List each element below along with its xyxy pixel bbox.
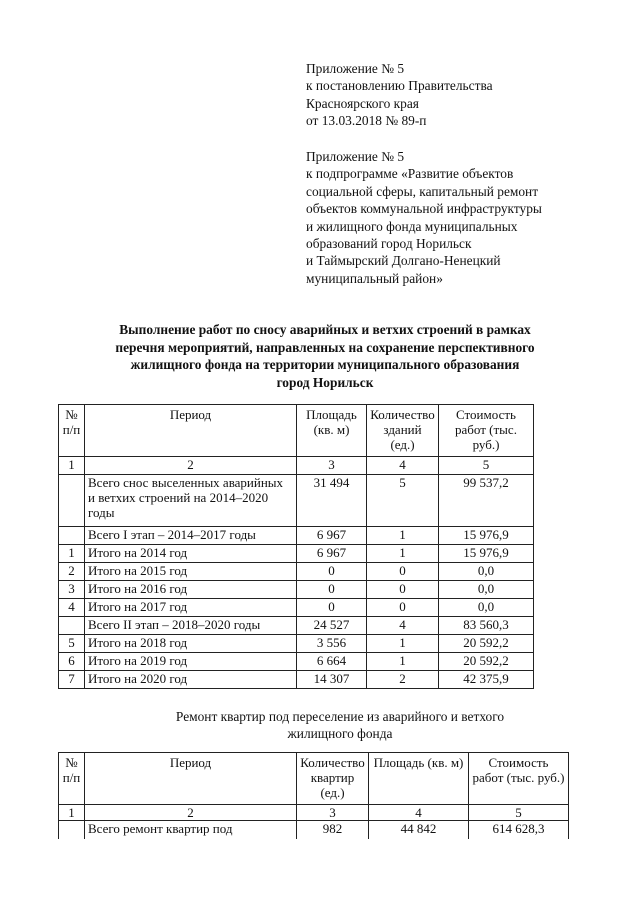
- document-title: [60, 321, 590, 391]
- cell-no: 5: [59, 635, 85, 653]
- index-cell: 1: [59, 805, 85, 821]
- index-cell: 3: [297, 805, 369, 821]
- cell-cost: 0,0: [439, 563, 534, 581]
- cell-cost: 0,0: [439, 599, 534, 617]
- cell-apartments: 982: [297, 821, 369, 839]
- cell-cost: 614 628,3: [469, 821, 569, 839]
- cell-cost: 99 537,2: [439, 475, 534, 527]
- cell-count: 1: [367, 527, 439, 545]
- cell-period: Итого на 2015 год: [85, 563, 297, 581]
- header-area: Площадь (кв. м): [369, 753, 469, 805]
- annex-line: образований город Норильск: [306, 236, 472, 252]
- index-cell: 2: [85, 805, 297, 821]
- section-subtitle: [70, 708, 610, 743]
- column-index-row: [59, 805, 569, 821]
- cell-cost: 42 375,9: [439, 671, 534, 689]
- cell-area: 0: [297, 581, 367, 599]
- cell-no: [59, 821, 85, 839]
- cell-area: 14 307: [297, 671, 367, 689]
- annex-line: к подпрограмме «Развитие объектов: [306, 166, 514, 182]
- annex-line: Красноярского края: [306, 95, 419, 111]
- cell-cost: 15 976,9: [439, 527, 534, 545]
- cell-no: 7: [59, 671, 85, 689]
- cell-count: 0: [367, 599, 439, 617]
- cell-count: 0: [367, 581, 439, 599]
- cell-count: 4: [367, 617, 439, 635]
- index-cell: 4: [369, 805, 469, 821]
- table-row: [59, 653, 534, 671]
- table-header-row: [59, 405, 534, 457]
- cell-no: 3: [59, 581, 85, 599]
- cell-period: Всего II этап – 2018–2020 годы: [85, 617, 297, 635]
- cell-count: 0: [367, 563, 439, 581]
- index-cell: 5: [439, 457, 534, 475]
- apartment-repair-table: [58, 752, 569, 839]
- cell-count: 1: [367, 545, 439, 563]
- subtitle-line: жилищного фонда: [287, 726, 393, 742]
- cell-period: Итого на 2017 год: [85, 599, 297, 617]
- table-row: [59, 545, 534, 563]
- cell-no: [59, 475, 85, 527]
- demolition-table: [58, 404, 534, 689]
- index-cell: 4: [367, 457, 439, 475]
- cell-area: 24 527: [297, 617, 367, 635]
- header-period: Период: [85, 753, 297, 805]
- table-row: [59, 599, 534, 617]
- annex-line: и Таймырский Долгано-Ненецкий: [306, 253, 501, 269]
- cell-period: Итого на 2016 год: [85, 581, 297, 599]
- cell-cost: 15 976,9: [439, 545, 534, 563]
- cell-cost: 83 560,3: [439, 617, 534, 635]
- subtitle-line: Ремонт квартир под переселение из аварийного и ветхого: [175, 709, 505, 724]
- index-cell: 5: [469, 805, 569, 821]
- table-row: [59, 671, 534, 689]
- cell-area: 6 967: [297, 545, 367, 563]
- cell-period: Итого на 2020 год: [85, 671, 297, 689]
- cell-area: 0: [297, 563, 367, 581]
- cell-cost: 20 592,2: [439, 653, 534, 671]
- table-row: [59, 617, 534, 635]
- header-no: № п/п: [59, 753, 85, 805]
- cell-period: Итого на 2018 год: [85, 635, 297, 653]
- annex-line: к постановлению Правительства: [306, 78, 493, 94]
- annex-line: от 13.03.2018 № 89-п: [306, 113, 427, 129]
- table-row: [59, 527, 534, 545]
- cell-no: 2: [59, 563, 85, 581]
- cell-period: Всего I этап – 2014–2017 годы: [85, 527, 297, 545]
- title-line: город Норильск: [276, 374, 374, 390]
- header-period: Период: [85, 405, 297, 457]
- index-cell: 3: [297, 457, 367, 475]
- header-no: № п/п: [59, 405, 85, 457]
- cell-count: 5: [367, 475, 439, 527]
- table-row: [59, 581, 534, 599]
- table-row: [59, 635, 534, 653]
- cell-count: 2: [367, 671, 439, 689]
- cell-cost: 0,0: [439, 581, 534, 599]
- annex-line: Приложение № 5: [306, 149, 405, 164]
- header-cost: Стоимость работ (тыс. руб.): [469, 753, 569, 805]
- header-apartments: Количество квартир (ед.): [297, 753, 369, 805]
- annex-reference-subprogram: [306, 148, 626, 287]
- cell-area: 31 494: [297, 475, 367, 527]
- cell-period: Итого на 2019 год: [85, 653, 297, 671]
- cell-cost: 20 592,2: [439, 635, 534, 653]
- index-cell: 1: [59, 457, 85, 475]
- cell-area: 3 556: [297, 635, 367, 653]
- cell-count: 1: [367, 635, 439, 653]
- annex-line: муниципальный район»: [306, 270, 443, 286]
- cell-period: Итого на 2014 год: [85, 545, 297, 563]
- cell-no: 4: [59, 599, 85, 617]
- table-row: [59, 475, 534, 527]
- cell-count: 1: [367, 653, 439, 671]
- table-row: [59, 563, 534, 581]
- cell-no: [59, 617, 85, 635]
- header-buildings: Количество зданий (ед.): [367, 405, 439, 457]
- header-cost: Стоимость работ (тыс. руб.): [439, 405, 534, 457]
- cell-no: 6: [59, 653, 85, 671]
- cell-area: 6 664: [297, 653, 367, 671]
- cell-area: 6 967: [297, 527, 367, 545]
- title-line: Выполнение работ по сносу аварийных и ветхих строений в рамках: [119, 322, 531, 337]
- cell-area: 0: [297, 599, 367, 617]
- title-line: перечня мероприятий, направленных на сохранение перспективного: [115, 339, 535, 355]
- annex-line: Приложение № 5: [306, 61, 405, 76]
- annex-line: объектов коммунальной инфраструктуры: [306, 201, 542, 217]
- table-header-row: [59, 753, 569, 805]
- column-index-row: [59, 457, 534, 475]
- annex-reference-government: [306, 60, 626, 130]
- header-area: Площадь (кв. м): [297, 405, 367, 457]
- table-row: [59, 821, 569, 839]
- annex-line: и жилищного фонда муниципальных: [306, 218, 518, 234]
- title-line: жилищного фонда на территории муниципального образования: [130, 357, 520, 373]
- cell-no: [59, 527, 85, 545]
- annex-line: социальной сферы, капитальный ремонт: [306, 183, 539, 199]
- index-cell: 2: [85, 457, 297, 475]
- cell-period: Всего ремонт квартир под: [85, 821, 297, 839]
- cell-area: 44 842: [369, 821, 469, 839]
- cell-period: Всего снос выселенных аварийных и ветхих строений на 2014–2020 годы: [85, 475, 297, 527]
- cell-no: 1: [59, 545, 85, 563]
